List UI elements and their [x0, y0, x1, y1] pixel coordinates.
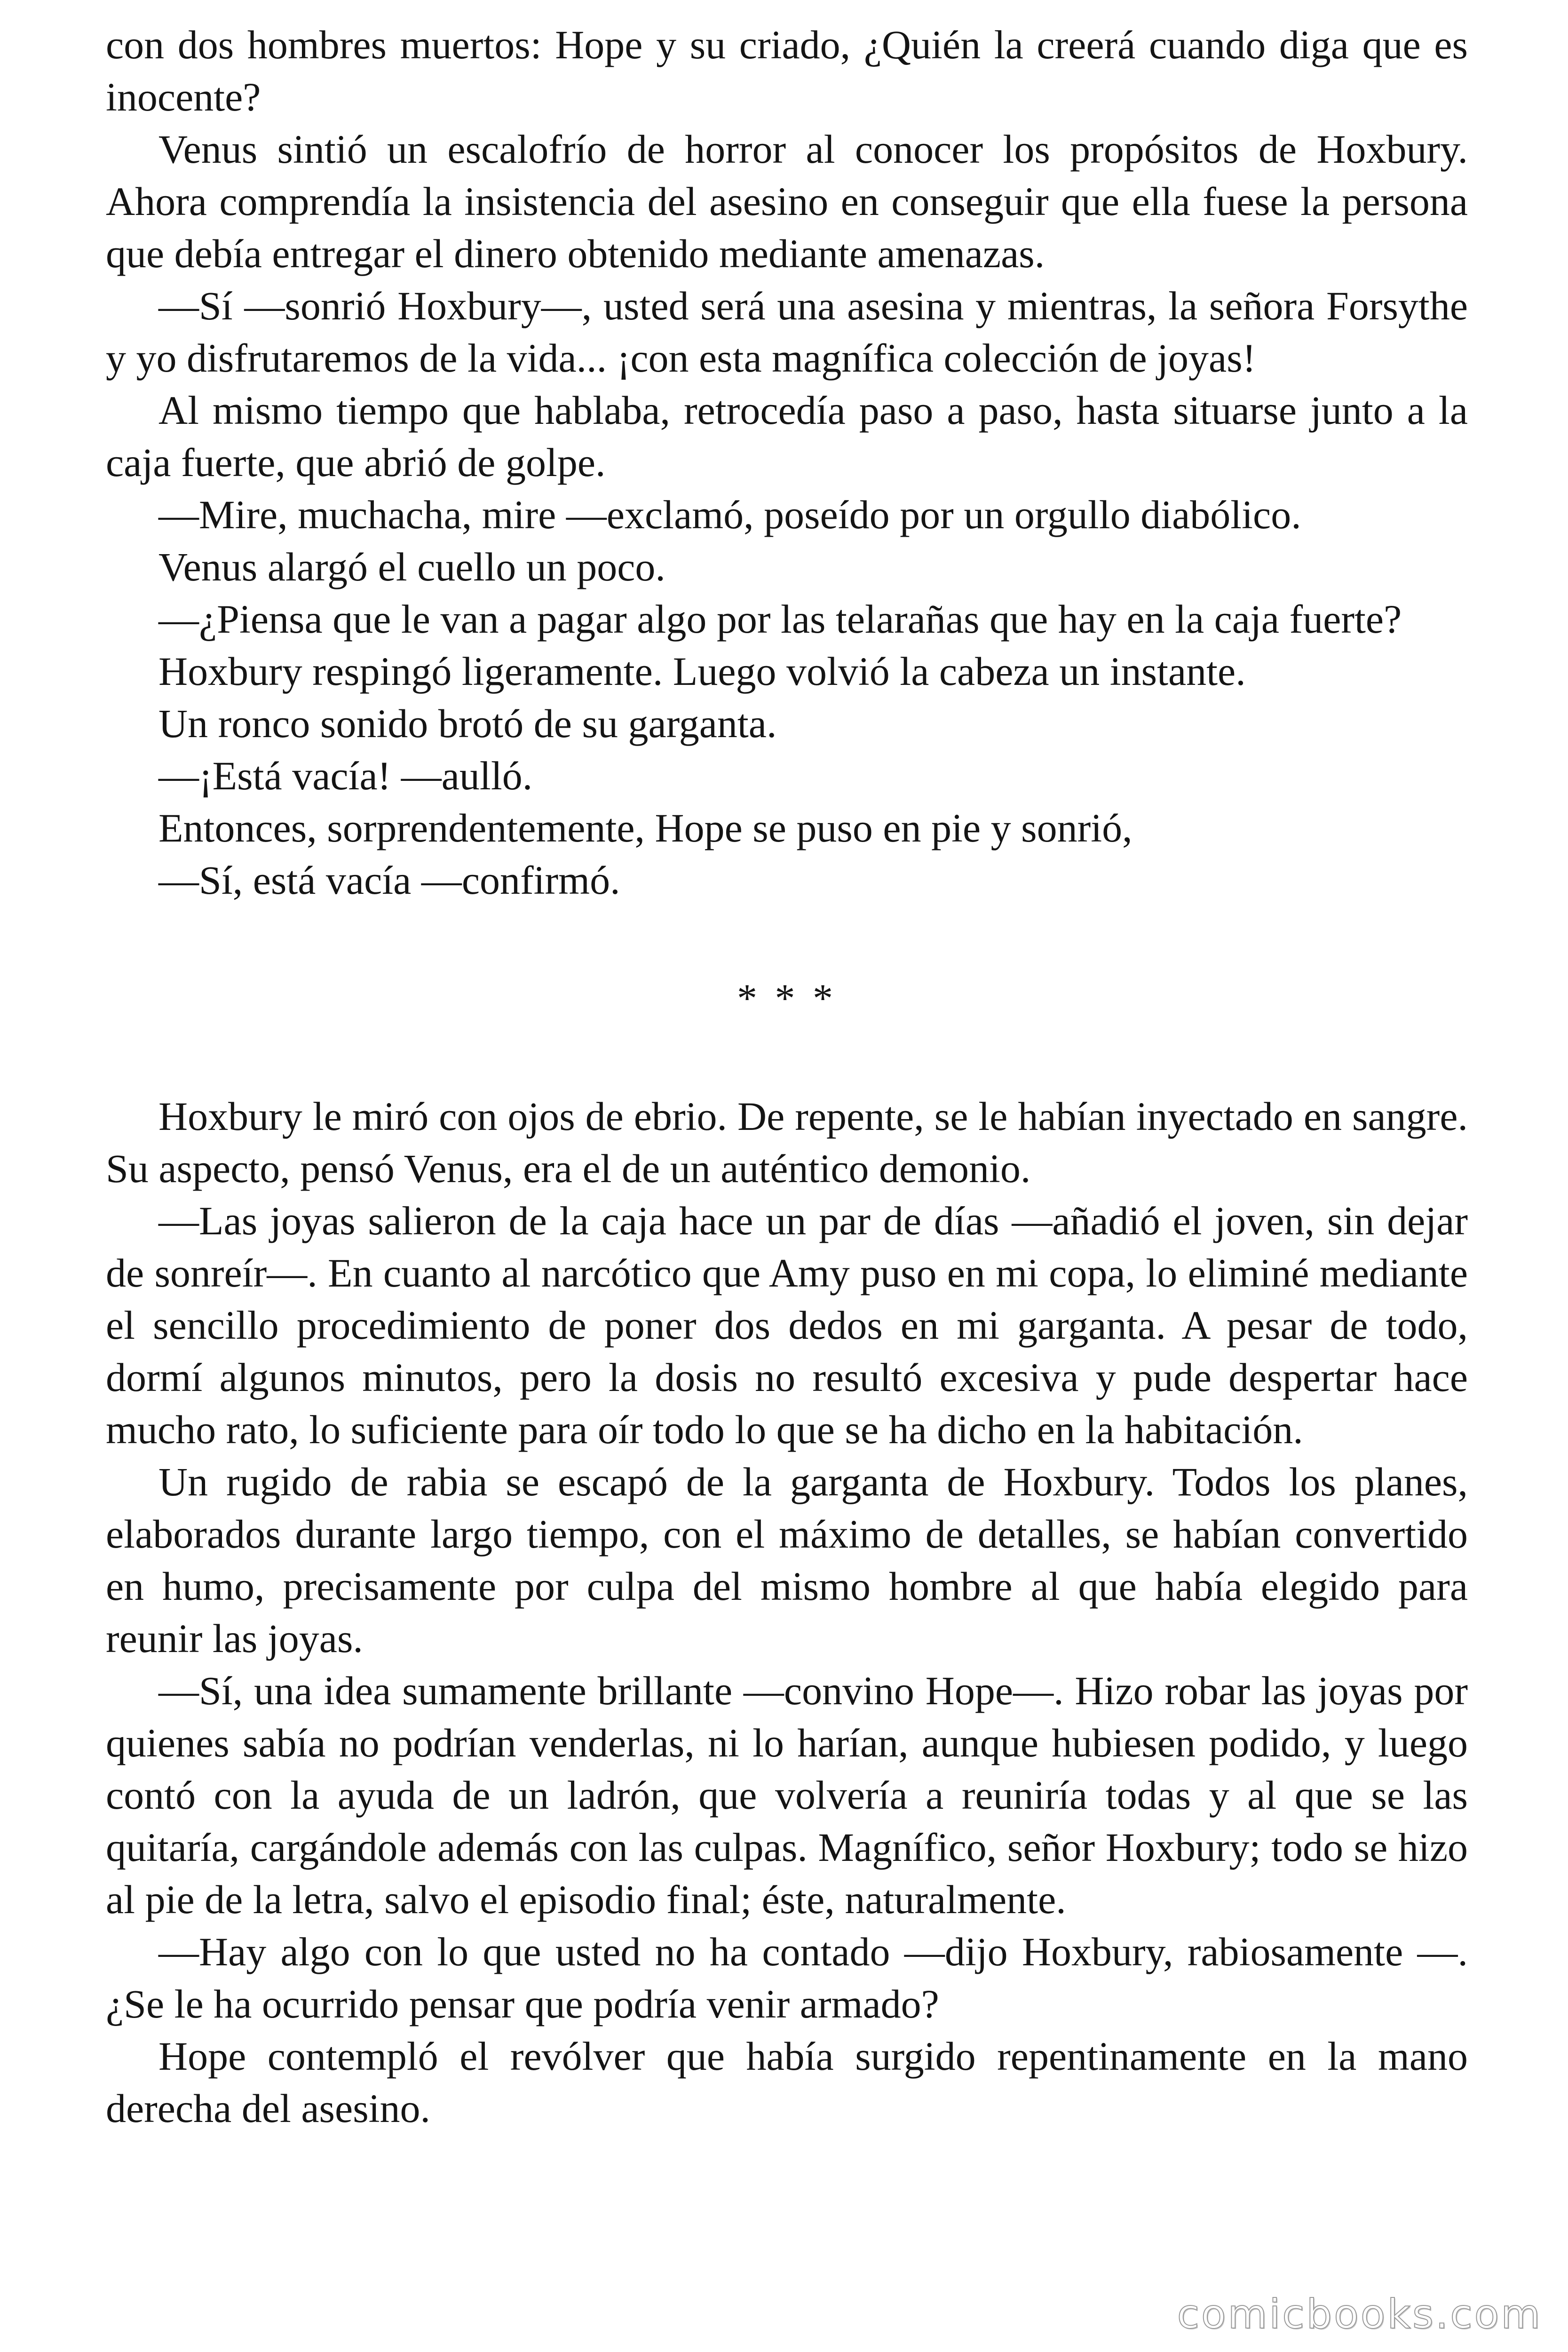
- watermark: comicbooks.com: [1177, 2291, 1542, 2338]
- paragraph: Hope contempló el revólver que había surgido repentinamente en la mano derecha del asesino.: [106, 2034, 1468, 2131]
- section-after-break: [106, 1090, 1468, 2135]
- paragraph: Hoxbury respingó ligeramente. Luego volvió la cabeza un instante.: [158, 649, 1246, 694]
- paragraph: —Sí —sonrió Hoxbury—, usted será una asesina y mientras, la señora Forsythe y yo disfrutaremos de la vida... ¡con esta magnífica colección de joyas!: [106, 283, 1468, 381]
- paragraph: con dos hombres muertos: Hope y su criado, ¿Quién la creerá cuando diga que es inocente?: [106, 22, 1468, 119]
- paragraph: —Sí, está vacía —confirmó.: [158, 858, 620, 903]
- paragraph: —Las joyas salieron de la caja hace un par de días —añadió el joven, sin dejar de sonreír—. En cuanto al narcótico que Amy puso en mi copa, lo eliminé mediante el sencillo procedimiento de poner dos dedos en mi garganta. A pesar de todo, dormí algunos minutos, pero la dosis no resultó excesiva y pude despertar hace mucho rato, lo suficiente para oír todo lo que se ha dicho en la habitación.: [106, 1198, 1468, 1452]
- book-page: [106, 19, 1468, 2135]
- paragraph: Venus sintió un escalofrío de horror al conocer los propósitos de Hoxbury. Ahora comprendía la insistencia del asesino en conseguir que ella fuese la persona que debía entregar el dinero obtenido mediante amenazas.: [106, 127, 1468, 276]
- paragraph: Al mismo tiempo que hablaba, retrocedía paso a paso, hasta situarse junto a la caja fuerte, que abrió de golpe.: [106, 388, 1468, 485]
- paragraph: —¡Está vacía! —aulló.: [158, 753, 533, 798]
- paragraph: Entonces, sorprendentemente, Hope se puso en pie y sonrió,: [158, 805, 1132, 850]
- section-before-break: [106, 19, 1468, 906]
- paragraph: Hoxbury le miró con ojos de ebrio. De repente, se le habían inyectado en sangre. Su aspecto, pensó Venus, era el de un auténtico demonio.: [106, 1094, 1468, 1191]
- paragraph: Un rugido de rabia se escapó de la garganta de Hoxbury. Todos los planes, elaborados durante largo tiempo, con el máximo de detalles, se habían convertido en humo, precisamente por culpa del mismo hombre al que había elegido para reunir las joyas.: [106, 1459, 1468, 1661]
- paragraph: —Hay algo con lo que usted no ha contado —dijo Hoxbury, rabiosamente —. ¿Se le ha ocurrido pensar que podría venir armado?: [106, 1929, 1468, 2026]
- paragraph: —¿Piensa que le van a pagar algo por las telarañas que hay en la caja fuerte?: [158, 596, 1402, 642]
- paragraph: Un ronco sonido brotó de su garganta.: [158, 701, 777, 746]
- paragraph: —Mire, muchacha, mire —exclamó, poseído por un orgullo diabólico.: [158, 492, 1301, 537]
- section-break: * * *: [737, 976, 837, 1021]
- paragraph: —Sí, una idea sumamente brillante —convino Hope—. Hizo robar las joyas por quienes sabía no podrían venderlas, ni lo harían, aunque hubiesen podido, y luego contó con la ayuda de un ladrón, que volvería a reuniría todas y al que se las quitaría, cargándole además con las culpas. Magnífico, señor Hoxbury; todo se hizo al pie de la letra, salvo el episodio final; éste, naturalmente.: [106, 1668, 1468, 1922]
- paragraph: Venus alargó el cuello un poco.: [158, 544, 665, 589]
